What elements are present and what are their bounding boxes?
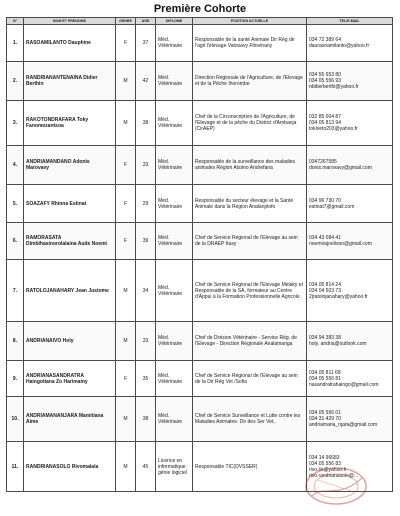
position-cell: Chef de Service Surveillance et Lutte contre les Maladies Animales- Dir des Ser Vet,: [193, 397, 307, 442]
diploma-cell: Méd. Vétérinaire: [156, 223, 193, 260]
row-number: 5.: [7, 185, 24, 223]
column-header-position: POSITION ACTUELLE: [193, 18, 307, 25]
person-name: RAMORASATA Dimbihasinorolalaina Aude Noemi: [24, 223, 116, 260]
contact-cell: [307, 185, 393, 223]
gender-cell: M: [116, 322, 136, 361]
row-number: 11.: [7, 442, 24, 492]
contact-text: 032 85 004 87 034 05 813 94 tokiveto203@yahoo.fr: [309, 114, 358, 132]
position-cell: Chef de la Circonscription de l'Agriculture, de l'Elevage et de la pêche du District d'Ambanja (CirAEP): [193, 101, 307, 146]
person-name: ANDRIAMANDANO Adonis Marovavy: [24, 146, 116, 185]
position-cell: Responsable TIC(DVSSER): [193, 442, 307, 492]
gender-cell: M: [116, 260, 136, 322]
cohort-table: [6, 17, 393, 492]
table-row: [7, 101, 393, 146]
age-cell: 33: [136, 322, 156, 361]
position-cell: Chef de Service Régional de l'Elevage au sein de la Dir Rég Vet /Sofia: [193, 361, 307, 397]
row-number: 6.: [7, 223, 24, 260]
age-cell: 35: [136, 361, 156, 397]
age-cell: 29: [136, 185, 156, 223]
contact-text: 034 05 811 68 034 05 556 81 nasandratrahaingo@gmail.com: [309, 369, 379, 388]
table-row: [7, 25, 393, 62]
person-name: RATOLOJANAHARY Jean Justome: [24, 260, 116, 322]
gender-cell: M: [116, 397, 136, 442]
position-cell: Direction Régionale de l'Agriculture, de l'Elevage et de la Pêche Ihorombe: [193, 62, 307, 101]
age-cell: 37: [136, 25, 156, 62]
column-header-sex: GENRE: [116, 18, 136, 25]
age-cell: 33: [136, 146, 156, 185]
position-cell: Responsable de la surveillance des maladies animales Région Atsimo Andrefana: [193, 146, 307, 185]
person-name: ANDRIANASANDRATRA Haingotiana Zo Harimamy: [24, 361, 116, 397]
gender-cell: M: [116, 101, 136, 146]
diploma-cell: Méd. Vétérinaire: [156, 101, 193, 146]
gender-cell: F: [116, 25, 136, 62]
diploma-cell: Méd. Vétérinaire: [156, 322, 193, 361]
gender-cell: F: [116, 185, 136, 223]
row-number: 7.: [7, 260, 24, 322]
table-row: [7, 361, 393, 397]
position-cell: Responsable de la santé Animale Dir Rég de l'agri l'élevage Vatovavy Fitovinany: [193, 25, 307, 62]
age-cell: 34: [136, 260, 156, 322]
row-number: 9.: [7, 361, 24, 397]
contact-cell: [307, 397, 393, 442]
column-header-diploma: DIPLOME: [156, 18, 193, 25]
diploma-cell: Méd. Vétérinaire: [156, 62, 193, 101]
person-name: ANDRIAMANANJARA Mamitiana Aime: [24, 397, 116, 442]
age-cell: 45: [136, 442, 156, 492]
table-row: [7, 185, 393, 223]
contact-cell: [307, 442, 393, 492]
person-name: RANDRIANANTENAINA Didier Berthin: [24, 62, 116, 101]
contact-cell: [307, 223, 393, 260]
row-number: 2.: [7, 62, 24, 101]
person-name: RANDRIANASOLO Rivomalala: [24, 442, 116, 492]
contact-cell: [307, 361, 393, 397]
contact-text: 034 14 96683 034 05 556 83 rivo.ilo@yahoo.fr rivo.randrianasolo@...: [309, 454, 358, 479]
row-number: 8.: [7, 322, 24, 361]
column-header-name: NOM ET PRENOMS: [24, 18, 116, 25]
contact-text: 034 96 730 70 estinat7@gmail.com: [309, 197, 355, 210]
diploma-cell: Licence en informatique génie logiciel: [156, 442, 193, 492]
diploma-cell: Méd. Vétérinaire: [156, 397, 193, 442]
row-number: 1.: [7, 25, 24, 62]
diploma-cell: Méd. Vétérinaire: [156, 260, 193, 322]
gender-cell: M: [116, 62, 136, 101]
contact-text: 034 05 556 01 034 31 429 70 andriamana_njara@gmail.com: [309, 410, 378, 428]
position-cell: Chef de Service Régional de l'Elevage au sein de la DRAEP Itasy: [193, 223, 307, 260]
row-number: 4.: [7, 146, 24, 185]
contact-cell: [307, 322, 393, 361]
contact-text: 034 72 389 64 daurasoamilanto@yahoo.fr: [309, 37, 370, 49]
gender-cell: M: [116, 442, 136, 492]
contact-cell: [307, 101, 393, 146]
table-row: [7, 223, 393, 260]
column-header-age: AGE: [136, 18, 156, 25]
row-number: 3.: [7, 101, 24, 146]
age-cell: 42: [136, 62, 156, 101]
contact-text: 034 55 653 80 034 05 556 93 rdidierberthi@yahoo.fr: [309, 72, 359, 90]
table-row: [7, 62, 393, 101]
column-header-contact: TEL/E-MAIL: [307, 18, 393, 25]
table-row: [7, 260, 393, 322]
diploma-cell: Méd. Vétérinaire: [156, 185, 193, 223]
position-cell: Responsable du secteur élevage et la Santé Animale dans la Région Analanjirofo: [193, 185, 307, 223]
age-cell: 38: [136, 101, 156, 146]
contact-cell: [307, 25, 393, 62]
table-row: [7, 146, 393, 185]
age-cell: 38: [136, 397, 156, 442]
table-row: [7, 397, 393, 442]
contact-text: 0347267585 donis.marovavy@gmail.com: [309, 159, 372, 171]
contact-cell: [307, 260, 393, 322]
column-header-no: N°: [7, 18, 24, 25]
table-row: [7, 442, 393, 492]
contact-cell: [307, 62, 393, 101]
position-cell: Chef de Division Vétérinaire - Service Rég. de l'Elevage - Direction Régionale Analamanga: [193, 322, 307, 361]
gender-cell: F: [116, 146, 136, 185]
gender-cell: F: [116, 223, 136, 260]
position-cell: Chef de Service Régional de l'Elevage Melaky et Responsable de la SA, formateur au Centre d'Appui à la Formation Professionnelle Agricole.: [193, 260, 307, 322]
page-title: Première Cohorte: [153, 3, 247, 15]
contact-text: 034 05 814 24 034 04 503 73 2jratolojanahary@yahoo.fr: [309, 281, 368, 300]
contact-text: 034 94 383 38 holy. andria@outlook.com: [309, 335, 367, 347]
person-name: RAKOTONDRAFARA Toky Fanomezantsoa: [24, 101, 116, 146]
person-name: RASOAMILANTO Dauphine: [24, 25, 116, 62]
contact-cell: [307, 146, 393, 185]
person-name: ANDRIANAIVO Holy: [24, 322, 116, 361]
table-row: [7, 322, 393, 361]
diploma-cell: Méd. Vétérinaire: [156, 146, 193, 185]
gender-cell: F: [116, 361, 136, 397]
contact-text: 034 43 084 41 noemirajoelison@gmail.com: [309, 235, 372, 247]
age-cell: 39: [136, 223, 156, 260]
diploma-cell: Méd. Vétérinaire: [156, 361, 193, 397]
row-number: 10.: [7, 397, 24, 442]
header-row: [7, 18, 393, 25]
diploma-cell: Méd. Vétérinaire: [156, 25, 193, 62]
person-name: SOAZAFY Rhinna Estinat: [24, 185, 116, 223]
